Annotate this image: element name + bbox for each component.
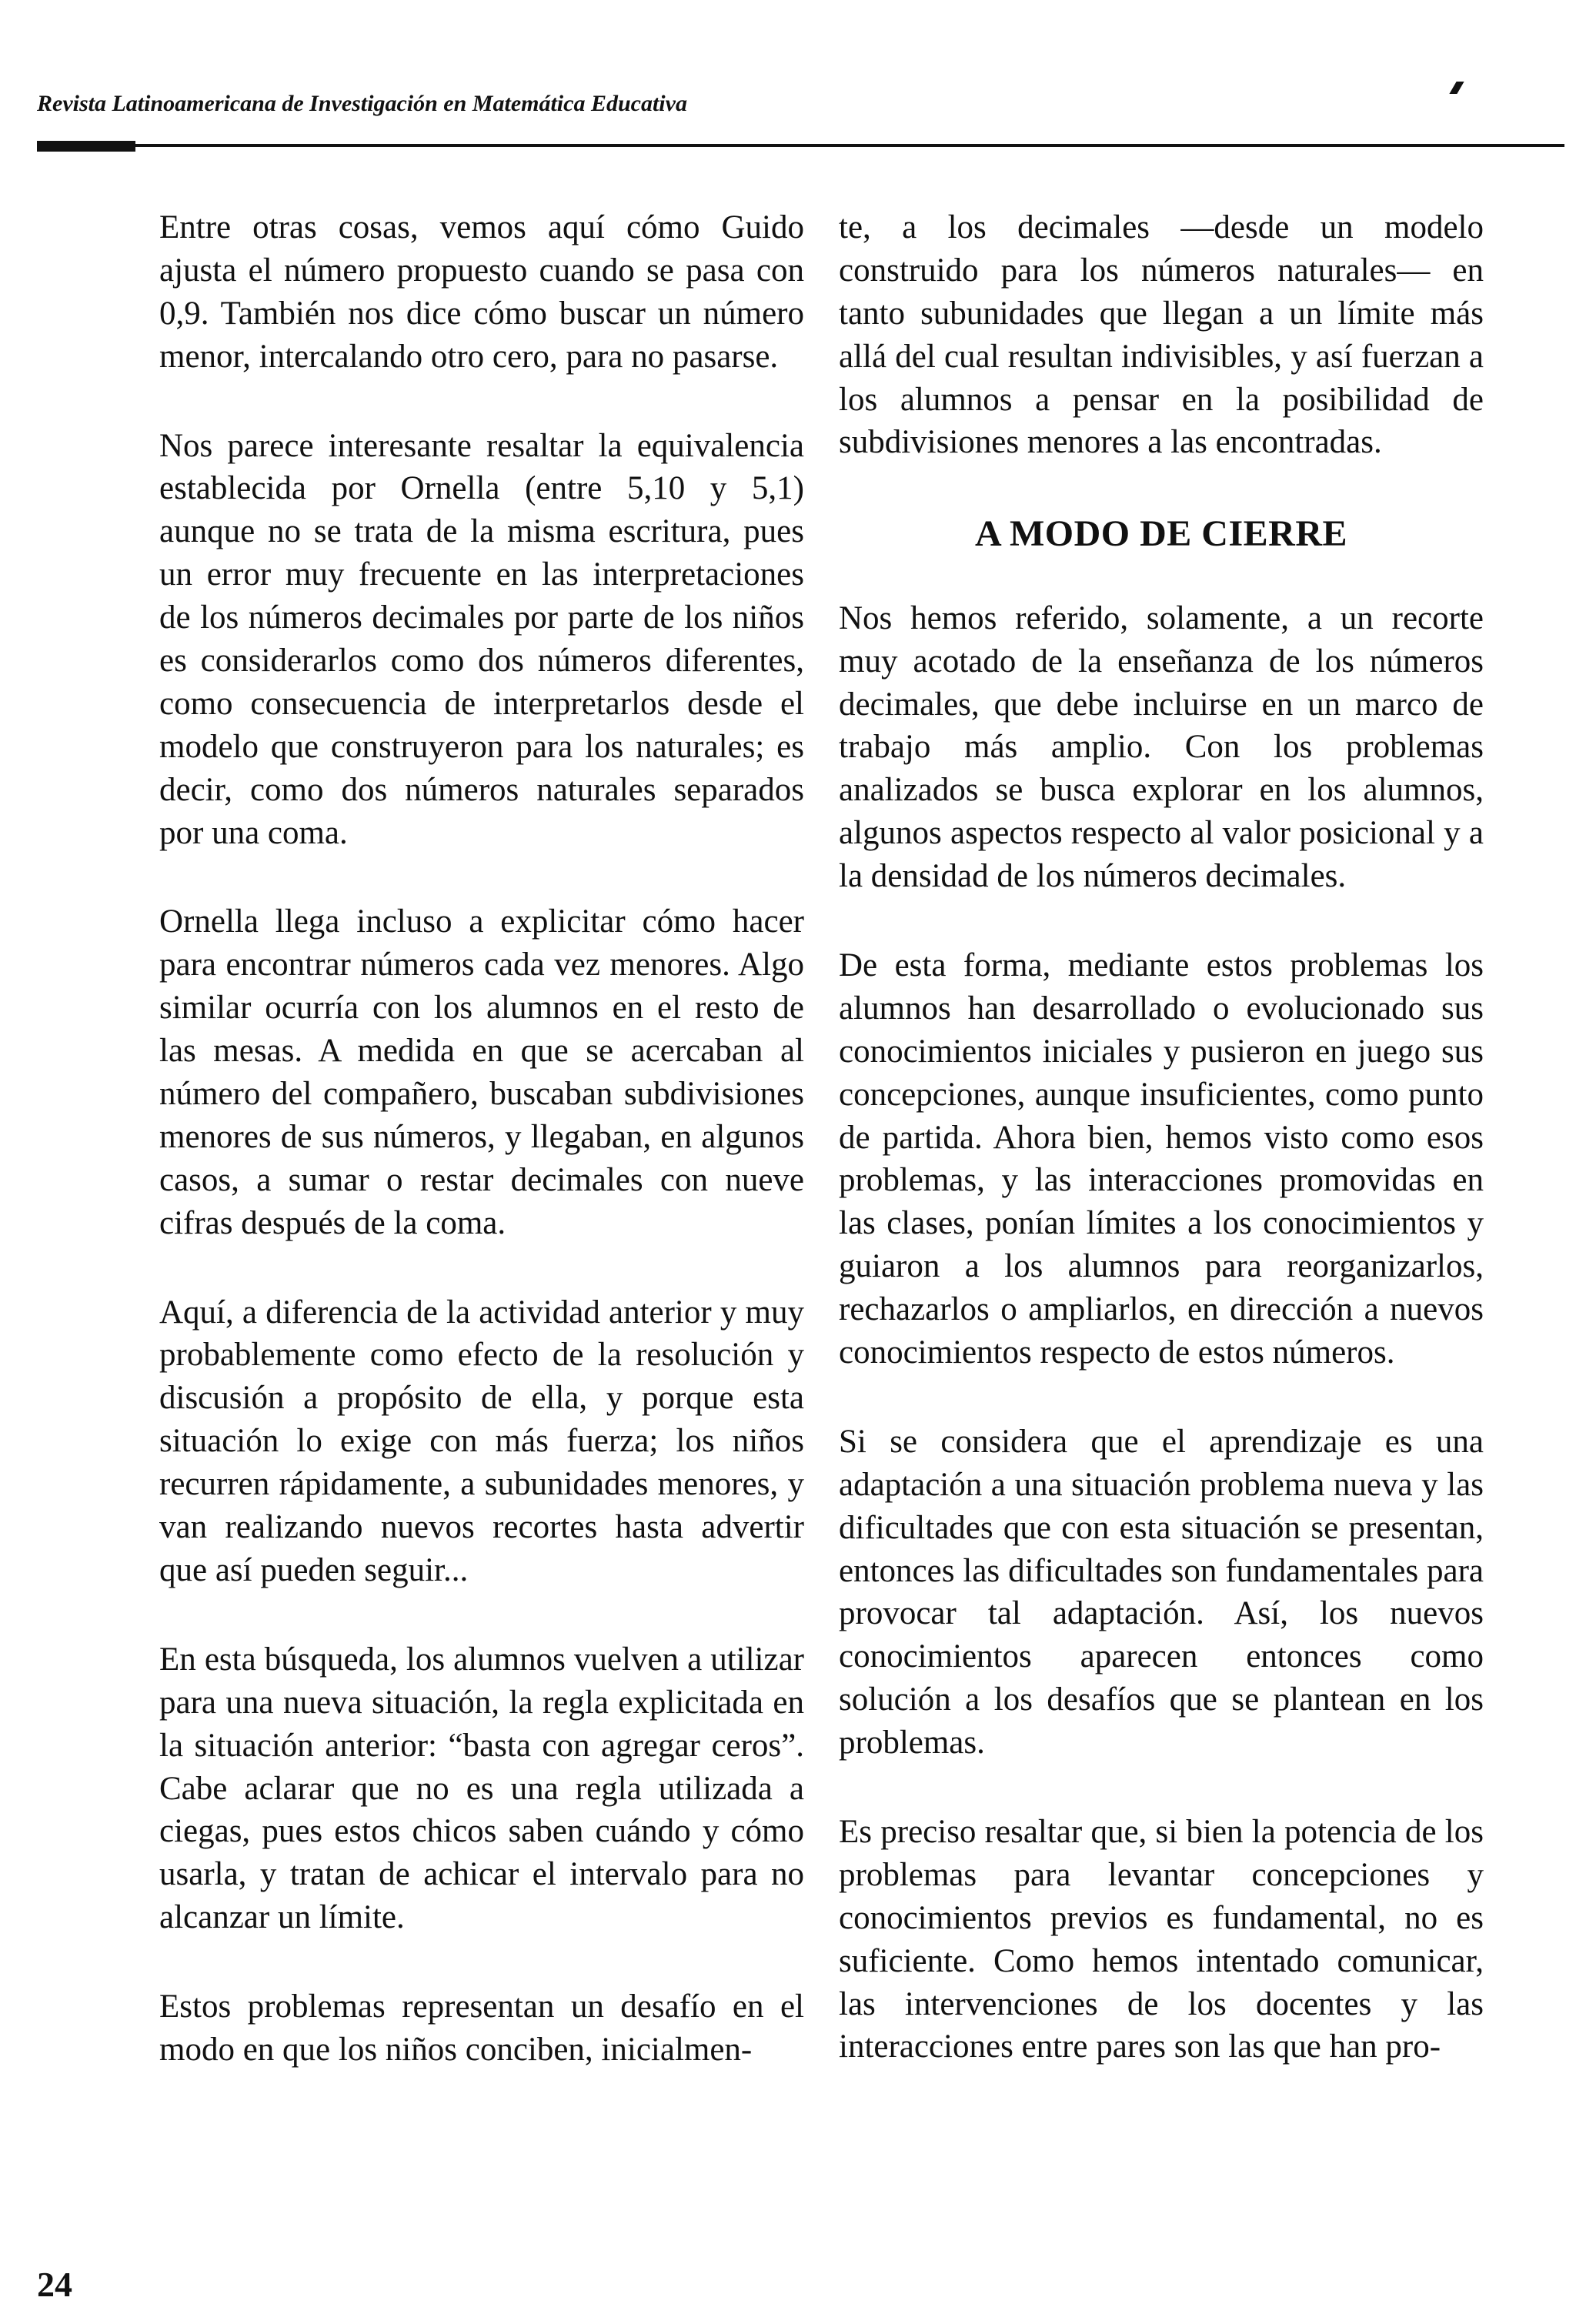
journal-header: Revista Latinoamericana de Investigación en Matemática Educativa: [37, 91, 687, 116]
right-column: [839, 206, 1484, 2115]
paragraph: Estos problemas representan un desafío en el modo en que los niños conciben, inicialmen-: [159, 1988, 804, 2068]
paragraph: Entre otras cosas, vemos aquí cómo Guido ajusta el número propuesto cuando se pasa con 0,9. También nos dice cómo buscar un número menor, intercalando otro cero, para no pasarse.: [159, 209, 804, 375]
paragraph-continuation: te, a los decimales —desde un modelo construido para los números naturales— en tanto subunidades que llegan a un límite más allá del cual resultan indivisibles, y así fuerzan a los alumnos a pensar en la posibilidad de subdivisiones menores a las encontradas.: [839, 209, 1484, 461]
page-number: 24: [37, 2265, 72, 2304]
paragraph: Es preciso resaltar que, si bien la potencia de los problemas para levantar concepciones y conocimientos previos es fundamental, no es suficiente. Como hemos intentado comunicar, las intervenciones de los docentes y las interacciones entre pares son las que han pro-: [839, 1814, 1484, 2065]
paragraph: Nos hemos referido, solamente, a un recorte muy acotado de la enseñanza de los números decimales, que debe incluirse en un marco de trabajo más amplio. Con los problemas analizados se busca explorar en los alumnos, algunos aspectos respecto al valor posicional y a la densidad de los números decimales.: [839, 599, 1484, 895]
paragraph: Ornella llega incluso a explicitar cómo hacer para encontrar números cada vez menores. Algo similar ocurría con los alumnos en el resto de las mesas. A medida en que se acercaban al número del compañero, buscaban subdivisiones menores de sus números, y llegaban, en algunos casos, a sumar o restar decimales con nueve cifras después de la coma.: [159, 903, 804, 1241]
paragraph: Aquí, a diferencia de la actividad anterior y muy probablemente como efecto de la resolución y discusión a propósito de ella, y porque esta situación lo exige con más fuerza; los niños recurren rápidamente, a subunidades menores, y van realizando nuevos recortes hasta advertir que así pueden seguir...: [159, 1294, 804, 1588]
paragraph: De esta forma, mediante estos problemas los alumnos han desarrollado o evolucionado sus conocimientos iniciales y pusieron en juego sus concepciones, aunque insuficientes, como punto de partida. Ahora bien, hemos visto como esos problemas, y las interacciones promovidas en las clases, ponían límites a los conocimientos y guiaron a los alumnos para reorganizarlos, rechazarlos o ampliarlos, en dirección a nuevos conocimientos respecto de estos números.: [839, 947, 1484, 1371]
paragraph: Nos parece interesante resaltar la equivalencia establecida por Ornella (entre 5,10 y 5,1) aunque no se trata de la misma escritura, pues un error muy frecuente en las interpretaciones de los números decimales por parte de los niños es considerarlos como dos números diferentes, como consecuencia de interpretarlos desde el modelo que construyeron para los naturales; es decir, como dos números naturales separados por una coma.: [159, 427, 804, 851]
left-column: [159, 206, 804, 2118]
paragraph: Si se considera que el aprendizaje es una adaptación a una situación problema nueva y las dificultades que con esta situación se presentan, entonces las dificultades son fundamentales para provocar tal adaptación. Así, los nuevos conocimientos aparecen entonces como solución a los desafíos que se plantean en los problemas.: [839, 1423, 1484, 1761]
paragraph: En esta búsqueda, los alumnos vuelven a utilizar para una nueva situación, la regla explicitada en la situación anterior: “basta con agregar ceros”. Cabe aclarar que no es una regla utilizada a ciegas, pues estos chicos saben cuándo y cómo usarla, y tratan de achicar el intervalo para no alcanzar un límite.: [159, 1641, 804, 1936]
header-rule: [37, 144, 1564, 147]
corner-mark: [1449, 82, 1464, 94]
section-heading: A MODO DE CIERRE: [974, 513, 1348, 555]
